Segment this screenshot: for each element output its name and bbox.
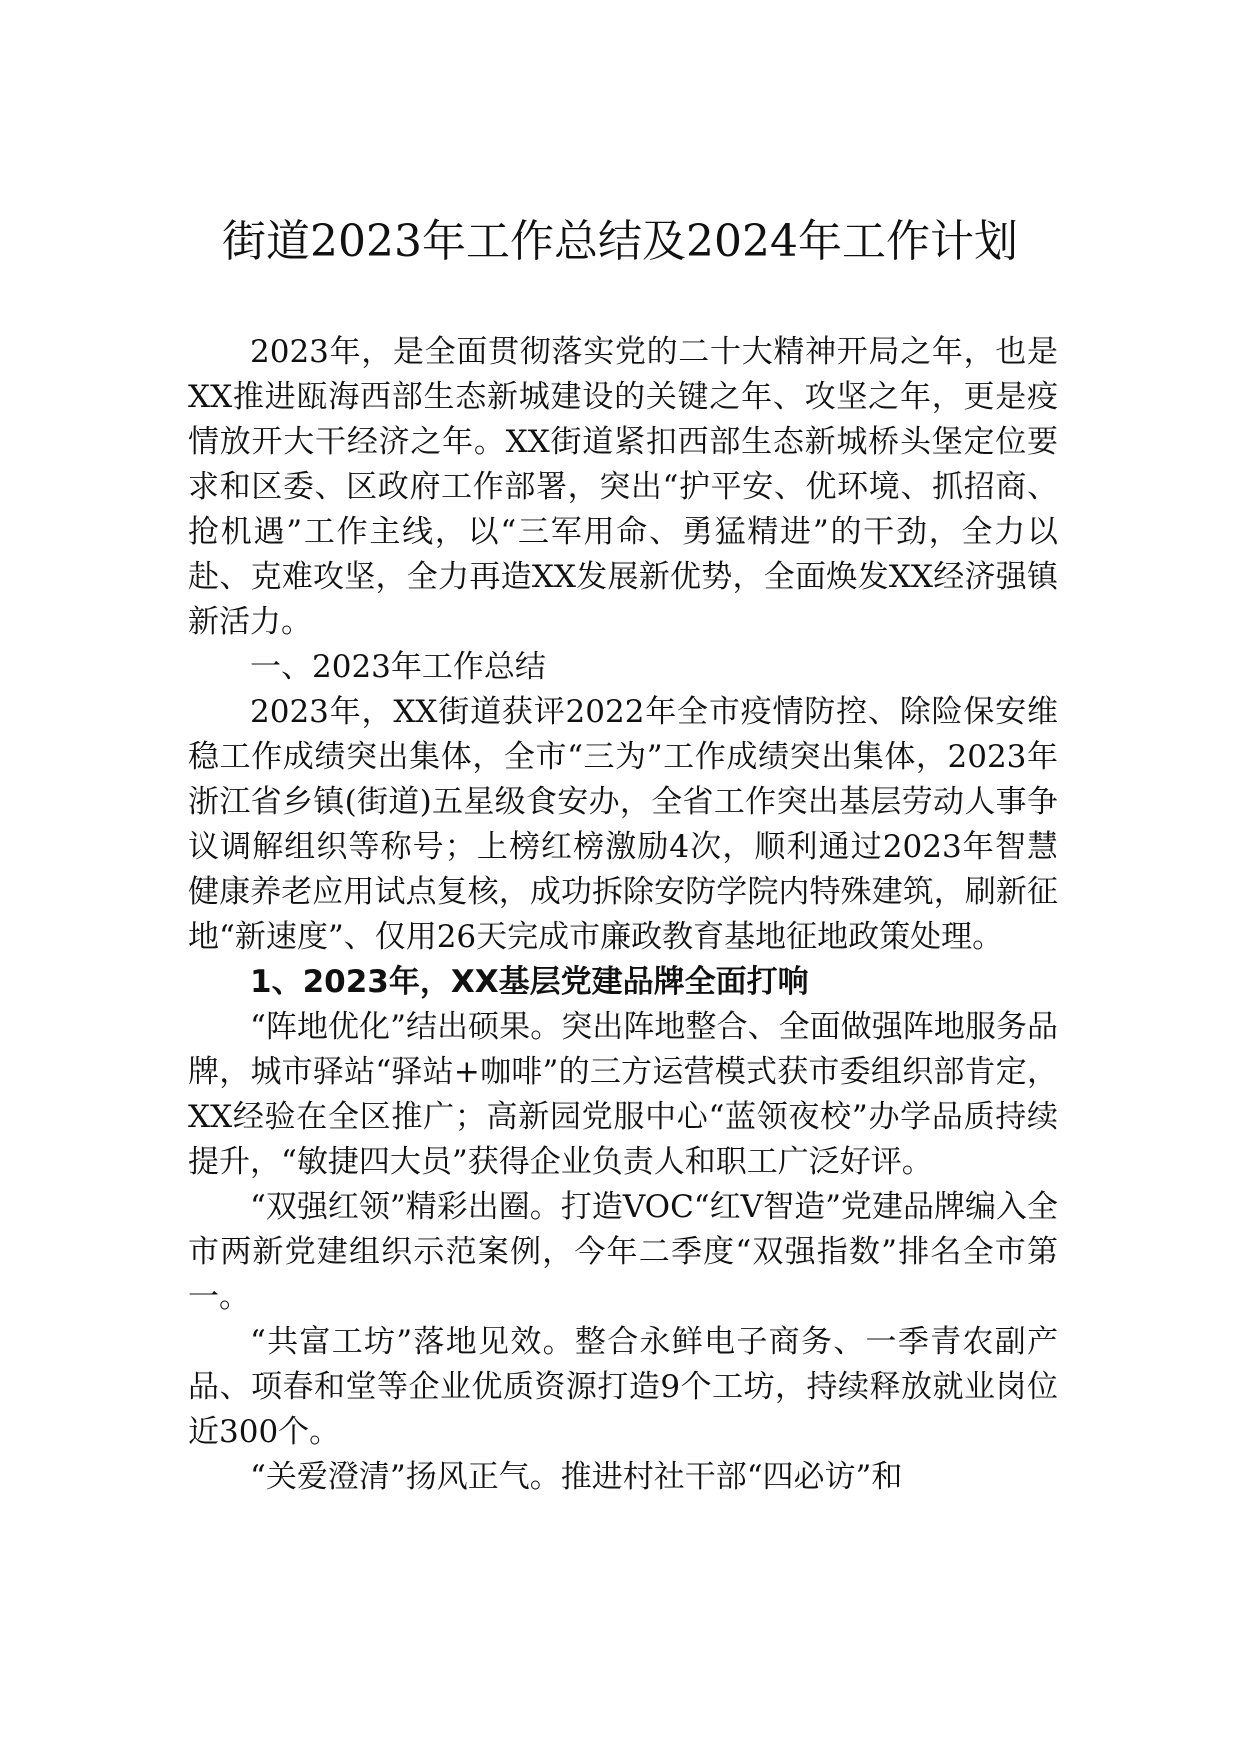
subheading: 1、2023年，XX基层党建品牌全面打响 — [250, 964, 809, 1000]
intro-paragraph: 2023年，是全面贯彻落实党的二十大精神开局之年，也是XX推进瓯海西部生态新城建设的关键之年、攻坚之年，更是疫情放开大干经济之年。XX街道紧扣西部生态新城桥头堡定位要求和区委、区政府工作部署，突出“护平安、优环境、抓招商、抢机遇”工作主线，以“三军用命、勇猛精进”的干劲，全力以赴、克难攻坚，全力再造XX发展新优势，全面焕发XX经济强镇新活力。 — [188, 334, 1058, 640]
paragraph-common-wealth: “共富工坊”落地见效。整合永鲜电子商务、一季青农副产品、项春和堂等企业优质资源打造9个工坊，持续释放就业岗位近300个。 — [188, 1324, 1058, 1450]
paragraph-double-strong: “双强红领”精彩出圈。打造VOC“红V智造”党建品牌编入全市两新党建组织示范案例，今年二季度“双强指数”排名全市第一。 — [188, 1189, 1058, 1315]
document-title: 街道2023年工作总结及2024年工作计划 — [222, 216, 1018, 267]
summary-paragraph: 2023年，XX街道获评2022年全市疫情防控、除险保安维稳工作成绩突出集体，全市“三为”工作成绩突出集体，2023年浙江省乡镇(街道)五星级食安办，全省工作突出基层劳动人事争议调解组织等称号；上榜红榜激励4次，顺利通过2023年智慧健康养老应用试点复核，成功拆除安防学院内特殊建筑，刷新征地“新速度”、仅用26天完成市廉政教育基地征地政策处理。 — [188, 694, 1058, 955]
paragraph-positions: “阵地优化”结出硕果。突出阵地整合、全面做强阵地服务品牌，城市驿站“驿站+咖啡”的三方运营模式获市委组织部肯定，XX经验在全区推广；高新园党服中心“蓝领夜校”办学品质持续提升，“敏捷四大员”获得企业负责人和职工广泛好评。 — [188, 1009, 1058, 1180]
section-heading: 一、2023年工作总结 — [250, 649, 546, 685]
paragraph-care: “关爱澄清”扬风正气。推进村社干部“四必访”和 — [250, 1459, 903, 1495]
document-body — [188, 330, 1058, 1500]
